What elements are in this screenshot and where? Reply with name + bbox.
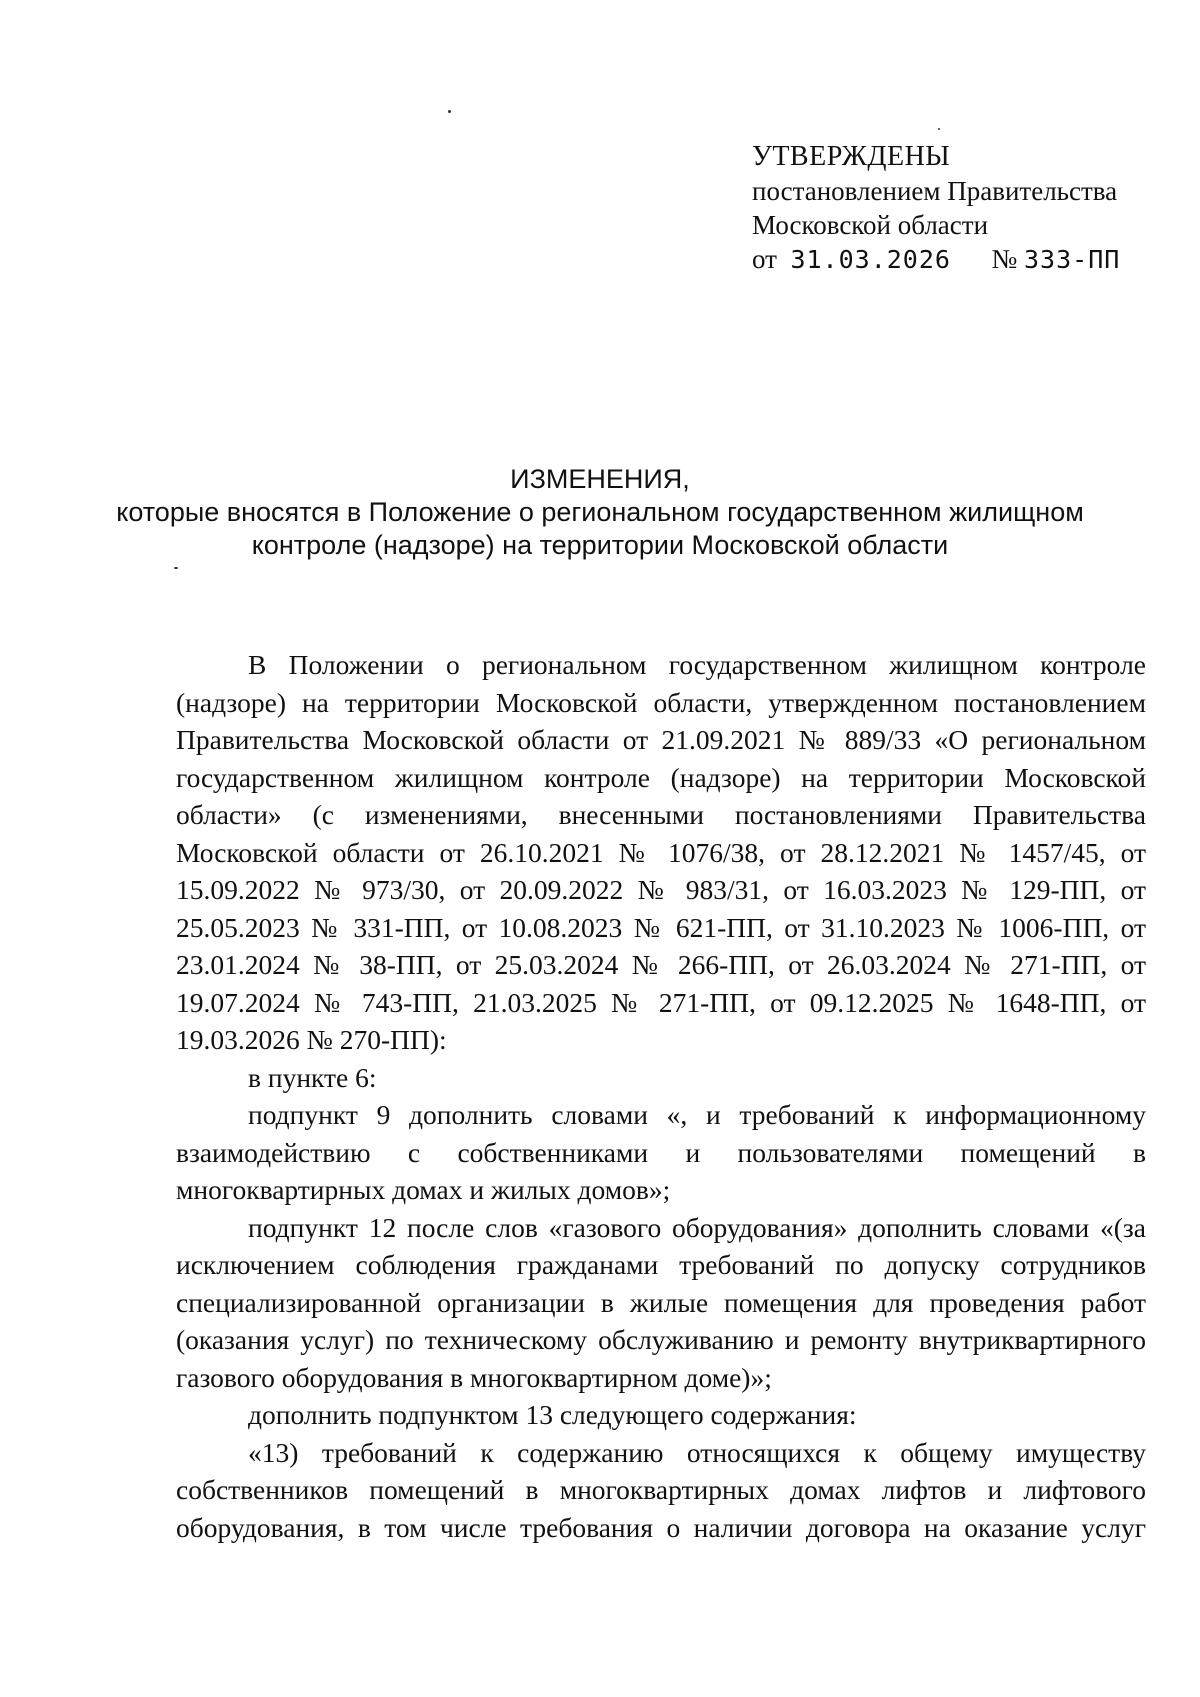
- approval-number: 333-ПП: [1023, 245, 1121, 274]
- changes-heading: [0, 463, 1200, 562]
- heading-subtitle-line-1: которые вносятся в Положение о региональном государственном жилищном: [116, 497, 1084, 527]
- point-6-paragraph: в пункте 6:: [248, 1061, 377, 1093]
- scan-speck: [938, 128, 940, 130]
- add-subpoint-13-paragraph: дополнить подпунктом 13 следующего содержания:: [248, 1399, 857, 1430]
- heading-title: ИЗМЕНЕНИЯ,: [510, 464, 690, 494]
- subpoint-12-paragraph: подпункт 12 после слов «газового оборудования» дополнить словами «(за исключением соблюдения гражданами требований по допуску сотрудников специализированной организации в жилые помещения для проведения работ (оказания услуг) по техническому обслуживанию и ремонту внутриквартирного газового оборудования в многоквартирном доме)»;: [176, 1211, 1146, 1393]
- number-prefix: №: [991, 244, 1018, 274]
- approval-date: 31.03.2026: [790, 245, 951, 274]
- heading-subtitle-line-2: контроле (надзоре) на территории Московской области: [251, 530, 949, 560]
- approval-line-2: Московской области: [752, 210, 989, 240]
- subpoint-9-paragraph: подпункт 9 дополнить словами «, и требований к информационному взаимодействию с собственниками и пользователями помещений в многоквартирных домах и жилых домов»;: [176, 1099, 1146, 1205]
- approval-block: [752, 140, 1120, 277]
- approval-line-1: постановлением Правительства: [752, 176, 1118, 206]
- approval-date-row: [752, 242, 1120, 277]
- scan-speck: [448, 110, 451, 113]
- scan-speck: [174, 567, 178, 569]
- intro-paragraph: В Положении о региональном государственном жилищном контроле (надзоре) на территории Московской области, утвержденном постановлением Правительства Московской области от 21.09.2021 № 889/33 «О региональном государственном жилищном контроле (надзоре) на территории Московской области» (с изменениями, внесенными постановлениями Правительства Московской области от 26.10.2021 № 1076/38, от 28.12.2021 № 1457/45, от 15.09.2022 № 973/30, от 20.09.2022 № 983/31, от 16.03.2023 № 129-ПП, от 25.05.2023 № 331-ПП, от 10.08.2023 № 621-ПП, от 31.10.2023 № 1006-ПП, от 23.01.2024 № 38-ПП, от 25.03.2024 № 266-ПП, от 26.03.2024 № 271-ПП, от 19.07.2024 № 743-ПП, 21.03.2025 № 271-ПП, от 09.12.2025 № 1648-ПП, от 19.03.2026 № 270-ПП):: [176, 649, 1146, 1055]
- subpoint-13-paragraph: «13) требований к содержанию относящихся к общему имуществу собственников помещений в многоквартирных домах лифтов и лифтового оборудования, в том числе требования о наличии договора на оказание услуг: [176, 1436, 1146, 1543]
- date-prefix: от: [752, 244, 777, 274]
- approval-title: УТВЕРЖДЕНЫ: [752, 141, 951, 172]
- document-body: [176, 646, 1146, 1546]
